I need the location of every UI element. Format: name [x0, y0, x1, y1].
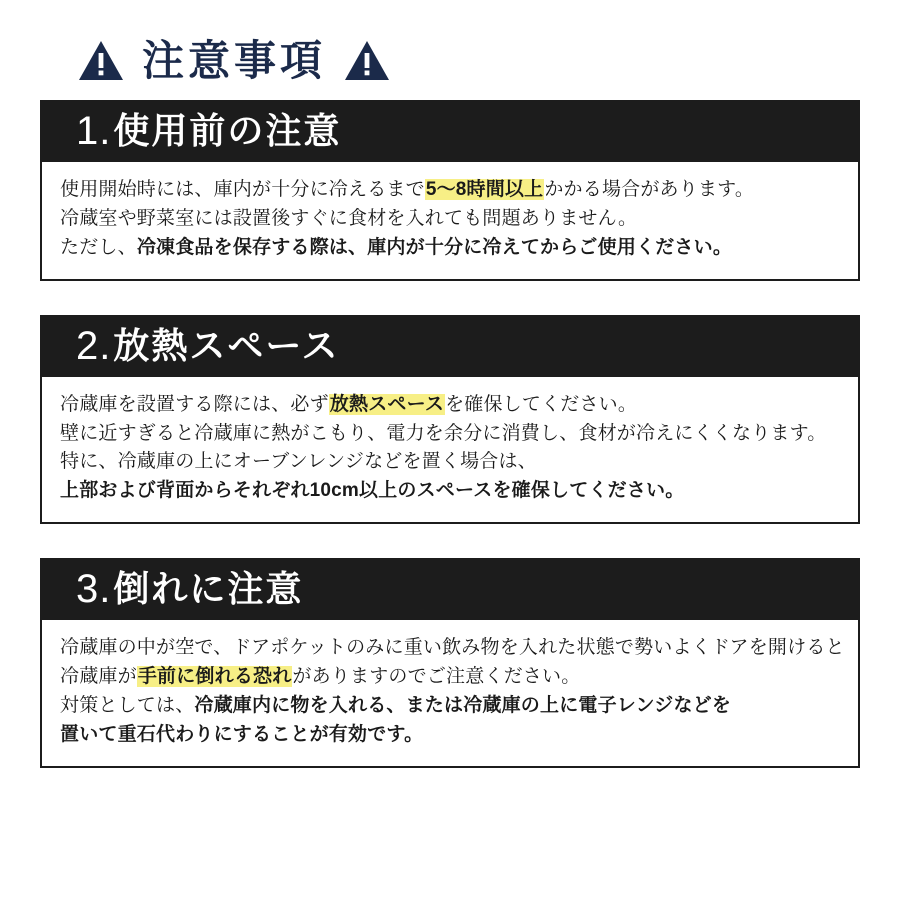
body-text: がありますのでご注意ください。: [292, 666, 581, 687]
section-number: 1.: [76, 109, 112, 153]
notice-section: [40, 558, 860, 768]
warning-triangle-icon: [78, 40, 124, 82]
notice-line: [60, 176, 842, 205]
warning-triangle-icon: [344, 40, 390, 82]
emphasis-text: 冷凍食品を保存する際は、庫内が十分に冷えてからご使用ください。: [136, 236, 733, 258]
page-header: [40, 30, 860, 100]
body-text: を確保してください。: [445, 393, 638, 415]
section-number: 2.: [76, 323, 112, 368]
notice-line: [60, 692, 842, 721]
section-number: 3.: [76, 567, 112, 612]
notice-line: [60, 391, 842, 420]
section-body: [40, 377, 860, 525]
emphasis-text: 置いて重石代わりにすることが有効です。: [60, 723, 424, 745]
section-title: 倒れに注意: [113, 568, 304, 610]
section-body: [40, 162, 860, 281]
body-text: 対策としては、: [60, 694, 195, 716]
notice-line: [60, 663, 842, 692]
body-text: ただし、: [60, 236, 137, 258]
emphasis-text: 冷蔵庫内に物を入れる、または冷蔵庫の上に電子レンジなどを: [194, 694, 732, 716]
section-body: [40, 620, 860, 768]
highlighted-text: 放熱スペース: [329, 393, 445, 415]
emphasis-text: 上部および背面からそれぞれ10cm以上のスペースを確保してください。: [60, 480, 685, 502]
body-text: 冷蔵室や野菜室には設置後すぐに食材を入れても問題ありません。: [60, 207, 638, 229]
section-header: [40, 100, 860, 162]
body-text: 特に、冷蔵庫の上にオーブンレンジなどを置く場合は、: [60, 451, 537, 473]
body-text: かかる場合があります。: [544, 179, 755, 200]
notice-section: [40, 315, 860, 525]
body-text: 冷蔵庫が: [60, 666, 137, 687]
notice-line: [60, 634, 845, 663]
section-title: 放熱スペース: [113, 324, 340, 366]
highlighted-text: 5〜8時間以上: [425, 179, 544, 200]
notice-line: [60, 721, 842, 750]
notice-line: [60, 448, 842, 477]
page-title: 注意事項: [142, 37, 327, 84]
highlighted-text: 手前に倒れる恐れ: [137, 666, 292, 687]
section-title: 使用前の注意: [113, 110, 342, 151]
notice-line: [60, 205, 842, 234]
notice-line: [60, 420, 842, 449]
body-text: 冷蔵庫の中が空で、ドアポケットのみに重い飲み物を入れた状態で勢いよくドアを開けると: [60, 637, 845, 659]
body-text: 冷蔵庫を設置する際には、必ず: [60, 393, 329, 415]
body-text: 使用開始時には、庫内が十分に冷えるまで: [60, 179, 425, 200]
notice-section: [40, 100, 860, 281]
notice-line: [60, 234, 842, 263]
section-header: [40, 315, 860, 377]
notice-line: [60, 477, 842, 506]
section-header: [40, 558, 860, 620]
sections-container: [40, 100, 860, 768]
body-text: 壁に近すぎると冷蔵庫に熱がこもり、電力を余分に消費し、食材が冷えにくくなります。: [60, 422, 827, 444]
